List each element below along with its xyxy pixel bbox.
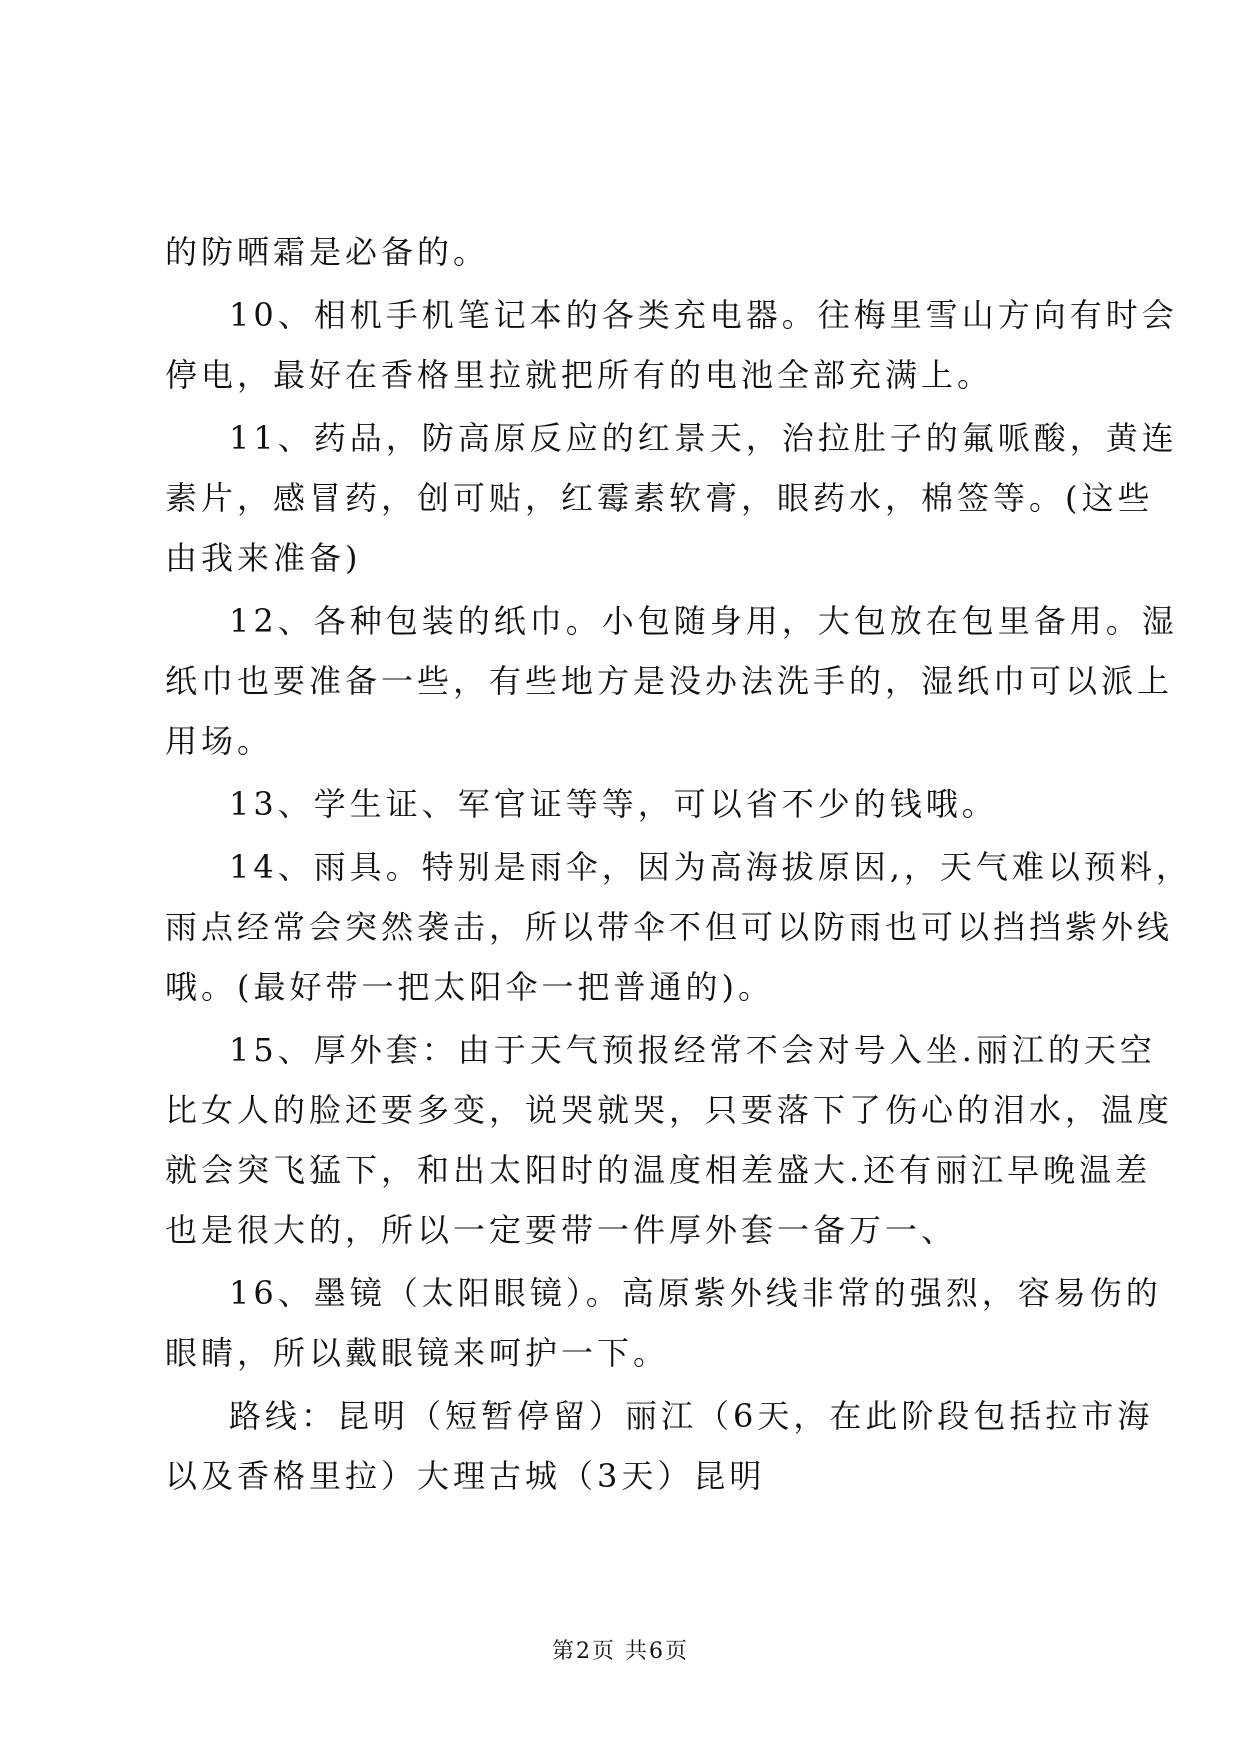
paragraph-line: 停电，最好在香格里拉就把所有的电池全部充满上。 — [165, 356, 994, 394]
paragraph-line: 就会突飞猛下，和出太阳时的温度相差盛大.还有丽江早晚温差 — [165, 1151, 1152, 1189]
paragraph-first-line: 10、相机手机笔记本的各类充电器。往梅里雪山方向有时会 — [229, 296, 1178, 334]
paragraph-first-line: 14、雨具。特别是雨伞，因为高海拔原因,，天气难以预料， — [229, 848, 1192, 886]
paragraph-line: 以及香格里拉）大理古城（3天）昆明 — [165, 1457, 766, 1495]
paragraph-line: 纸巾也要准备一些，有些地方是没办法洗手的，湿纸巾可以派上 — [165, 662, 1174, 700]
paragraph-line: 雨点经常会突然袭击，所以带伞不但可以防雨也可以挡挡紫外线 — [165, 908, 1174, 946]
paragraph-line: 也是很大的，所以一定要带一件厚外套一备万一、 — [165, 1211, 958, 1249]
paragraph-line: 的防晒霜是必备的。 — [165, 233, 490, 271]
page-footer: 第2页 共6页 — [552, 1639, 689, 1664]
paragraph-first-line: 13、学生证、军官证等等，可以省不少的钱哦。 — [229, 785, 998, 823]
paragraph-line: 比女人的脸还要多变，说哭就哭，只要落下了伤心的泪水，温度 — [165, 1091, 1174, 1129]
paragraph-line: 素片，感冒药，创可贴，红霉素软膏，眼药水，棉签等。(这些 — [165, 479, 1154, 517]
paragraph-first-line: 12、各种包装的纸巾。小包随身用，大包放在包里备用。湿 — [229, 602, 1178, 640]
paragraph-line: 由我来准备) — [165, 539, 362, 577]
paragraph-first-line: 11、药品，防高原反应的红景天，治拉肚子的氟哌酸，黄连 — [229, 419, 1178, 457]
document-body — [165, 222, 1192, 1506]
paragraph-line: 用场。 — [165, 722, 274, 760]
paragraph-line: 哦。(最好带一把太阳伞一把普通的)。 — [165, 968, 774, 1006]
paragraph-first-line: 16、墨镜（太阳眼镜）。高原紫外线非常的强烈，容易伤的 — [229, 1274, 1162, 1312]
paragraph-first-line: 路线：昆明（短暂停留）丽江（6天，在此阶段包括拉市海 — [229, 1397, 1154, 1435]
paragraph-first-line: 15、厚外套：由于天气预报经常不会对号入坐.丽江的天空 — [229, 1031, 1156, 1069]
paragraph-line: 眼睛，所以戴眼镜来呵护一下。 — [165, 1334, 670, 1372]
